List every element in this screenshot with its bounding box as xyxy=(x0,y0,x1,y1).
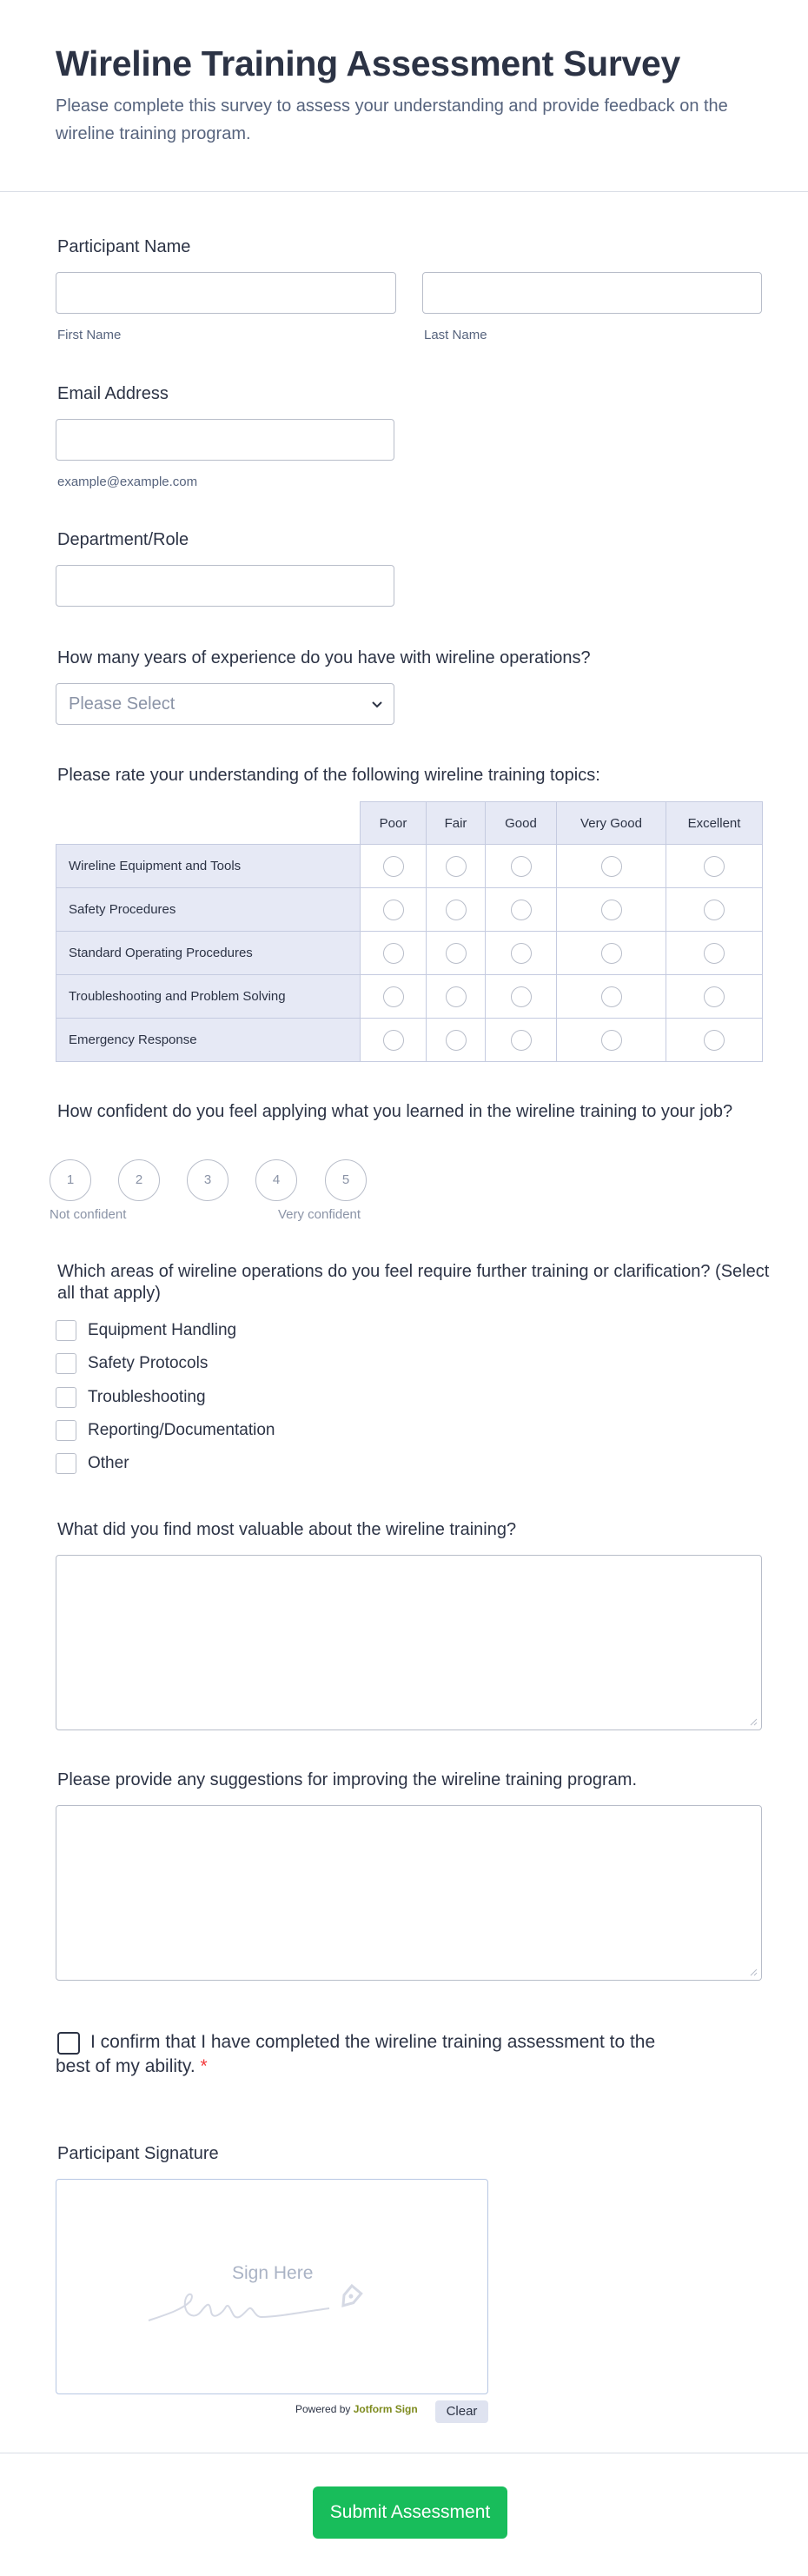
clear-signature-button[interactable]: Clear xyxy=(435,2400,488,2423)
matrix-col-poor: Poor xyxy=(361,802,427,845)
matrix-row-label: Safety Procedures xyxy=(56,888,361,932)
matrix-radio[interactable] xyxy=(383,943,404,964)
checkbox-label: Equipment Handling xyxy=(88,1321,237,1339)
confirm-text xyxy=(56,2030,681,2079)
signature-placeholder: Sign Here xyxy=(232,2263,314,2283)
experience-select-value: Please Select xyxy=(69,694,176,714)
matrix-radio[interactable] xyxy=(511,900,532,920)
matrix-radio[interactable] xyxy=(601,856,622,877)
rating-matrix-label: Please rate your understanding of the following wireline training topics: xyxy=(57,766,600,785)
scale-option-5[interactable]: 5 xyxy=(325,1159,367,1201)
matrix-radio[interactable] xyxy=(704,943,725,964)
checkbox-equipment-handling[interactable] xyxy=(56,1320,76,1341)
table-row xyxy=(56,845,763,888)
email-label: Email Address xyxy=(57,384,169,403)
scale-low-label: Not confident xyxy=(50,1207,127,1222)
matrix-col-good: Good xyxy=(486,802,557,845)
submit-button[interactable]: Submit Assessment xyxy=(313,2486,507,2539)
matrix-col-fair: Fair xyxy=(427,802,486,845)
matrix-radio[interactable] xyxy=(704,1030,725,1051)
table-row xyxy=(56,1019,763,1062)
matrix-radio[interactable] xyxy=(446,900,467,920)
valuable-textarea[interactable] xyxy=(56,1555,762,1730)
checkbox-safety-protocols[interactable] xyxy=(56,1353,76,1374)
matrix-row-label: Troubleshooting and Problem Solving xyxy=(56,975,361,1019)
confidence-label: How confident do you feel applying what you learned in the wireline training to your job? xyxy=(57,1102,733,1121)
table-row xyxy=(56,932,763,975)
matrix-radio[interactable] xyxy=(383,986,404,1007)
matrix-radio[interactable] xyxy=(383,900,404,920)
powered-by-prefix: Powered by xyxy=(295,2403,351,2415)
table-row xyxy=(56,888,763,932)
suggestions-textarea[interactable] xyxy=(56,1805,762,1981)
resize-handle-icon[interactable] xyxy=(749,1968,758,1976)
first-name-input[interactable] xyxy=(56,272,396,314)
matrix-radio[interactable] xyxy=(446,986,467,1007)
email-sublabel: example@example.com xyxy=(57,475,198,489)
checkbox-label: Troubleshooting xyxy=(88,1388,206,1406)
required-mark: * xyxy=(200,2056,208,2076)
page-subtitle: Please complete this survey to assess your understanding and provide feedback on the wireline training program. xyxy=(56,96,728,143)
experience-select[interactable] xyxy=(56,683,394,725)
signature-pad[interactable] xyxy=(56,2179,488,2394)
email-input[interactable] xyxy=(56,419,394,461)
matrix-radio[interactable] xyxy=(601,943,622,964)
participant-name-label: Participant Name xyxy=(57,237,191,256)
checkbox-label: Safety Protocols xyxy=(88,1354,209,1372)
matrix-col-excellent: Excellent xyxy=(666,802,763,845)
confirm-label: I confirm that I have completed the wireline training assessment to the best of my ability. xyxy=(56,2032,656,2076)
matrix-radio[interactable] xyxy=(446,856,467,877)
checkbox-other[interactable] xyxy=(56,1453,76,1474)
scale-option-4[interactable]: 4 xyxy=(255,1159,297,1201)
signature-label: Participant Signature xyxy=(57,2144,219,2163)
checkbox-reporting[interactable] xyxy=(56,1420,76,1441)
matrix-radio[interactable] xyxy=(511,856,532,877)
resize-handle-icon[interactable] xyxy=(749,1717,758,1726)
suggestions-label: Please provide any suggestions for improving the wireline training program. xyxy=(57,1770,638,1789)
matrix-radio[interactable] xyxy=(383,856,404,877)
powered-by xyxy=(295,2403,418,2415)
scale-high-label: Very confident xyxy=(278,1207,361,1222)
experience-label: How many years of experience do you have with wireline operations? xyxy=(57,648,591,667)
matrix-radio[interactable] xyxy=(601,986,622,1007)
powered-by-brand: Jotform Sign xyxy=(353,2403,418,2415)
matrix-radio[interactable] xyxy=(601,1030,622,1051)
scale-option-3[interactable]: 3 xyxy=(187,1159,228,1201)
matrix-radio[interactable] xyxy=(511,943,532,964)
rating-matrix xyxy=(56,801,763,1062)
matrix-radio[interactable] xyxy=(601,900,622,920)
department-input[interactable] xyxy=(56,565,394,607)
matrix-row-label: Emergency Response xyxy=(56,1019,361,1062)
table-row xyxy=(56,975,763,1019)
last-name-sublabel: Last Name xyxy=(424,328,487,342)
signature-scribble-icon xyxy=(147,2275,407,2327)
valuable-label: What did you find most valuable about the wireline training? xyxy=(57,1520,517,1539)
matrix-radio[interactable] xyxy=(511,1030,532,1051)
matrix-radio[interactable] xyxy=(446,943,467,964)
matrix-col-very-good: Very Good xyxy=(557,802,666,845)
scale-option-2[interactable]: 2 xyxy=(118,1159,160,1201)
chevron-down-icon xyxy=(371,699,383,711)
matrix-row-label: Standard Operating Procedures xyxy=(56,932,361,975)
matrix-radio[interactable] xyxy=(446,1030,467,1051)
first-name-sublabel: First Name xyxy=(57,328,122,342)
matrix-radio[interactable] xyxy=(511,986,532,1007)
page-title: Wireline Training Assessment Survey xyxy=(56,43,681,83)
matrix-radio[interactable] xyxy=(704,900,725,920)
checkbox-label: Reporting/Documentation xyxy=(88,1421,275,1439)
checkbox-troubleshooting[interactable] xyxy=(56,1387,76,1408)
matrix-row-label: Wireline Equipment and Tools xyxy=(56,845,361,888)
last-name-input[interactable] xyxy=(422,272,762,314)
checkbox-label: Other xyxy=(88,1454,129,1472)
matrix-radio[interactable] xyxy=(704,986,725,1007)
matrix-radio[interactable] xyxy=(383,1030,404,1051)
training-areas-label: Which areas of wireline operations do you feel require further training or clarification? (Select all that apply) xyxy=(57,1262,770,1303)
department-label: Department/Role xyxy=(57,530,189,549)
scale-option-1[interactable]: 1 xyxy=(50,1159,91,1201)
matrix-radio[interactable] xyxy=(704,856,725,877)
header-divider xyxy=(0,191,808,192)
